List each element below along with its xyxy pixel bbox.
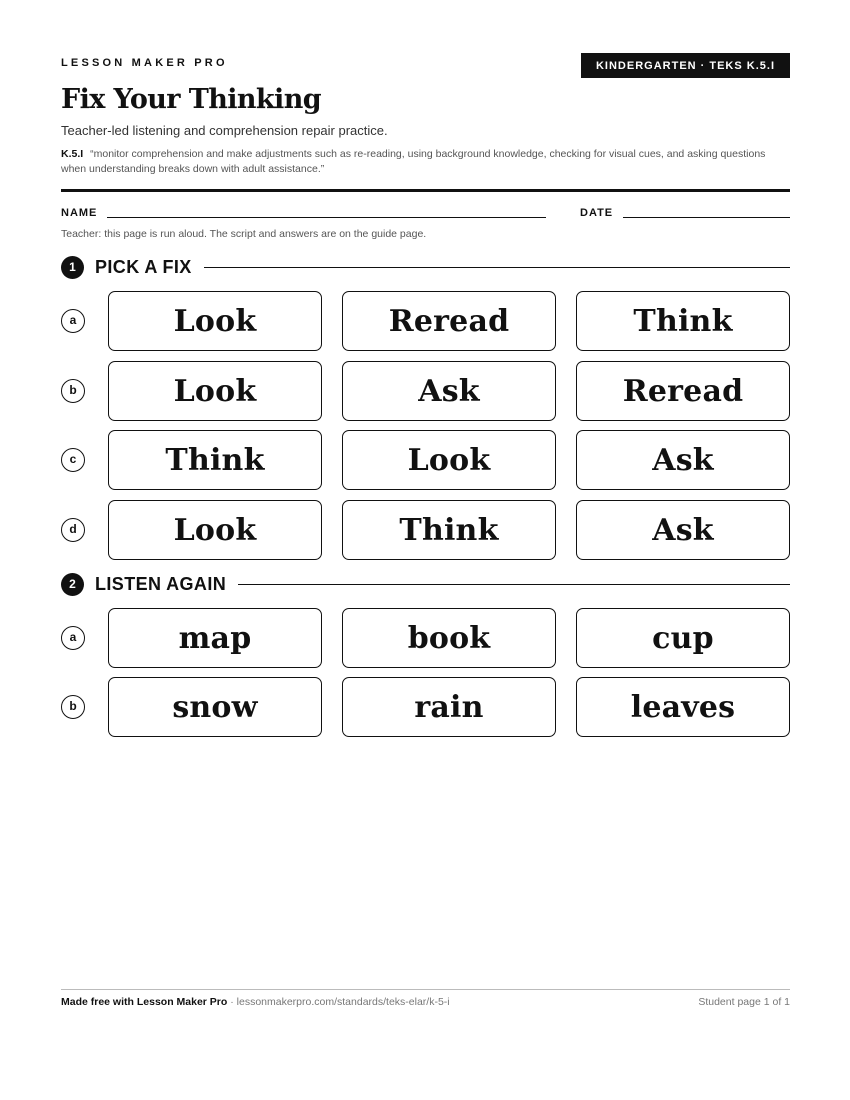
row-letter-badge: d (61, 518, 85, 542)
answer-card[interactable]: Look (342, 430, 556, 490)
answer-card[interactable]: Ask (342, 361, 556, 421)
answer-card[interactable]: Look (108, 291, 322, 351)
footer-credit (61, 996, 450, 1008)
answer-card[interactable]: Think (576, 291, 790, 351)
standard-text: “monitor comprehension and make adjustments such as re-reading, using background knowledge, checking for visual cues, and asking questions when understanding breaks down with adult assistance.” (61, 148, 766, 175)
page-subtitle: Teacher-led listening and comprehension repair practice. (61, 123, 388, 138)
section-number-badge: 2 (61, 573, 84, 596)
answer-card[interactable]: Think (342, 500, 556, 560)
answer-card[interactable]: Ask (576, 430, 790, 490)
date-label: DATE (580, 207, 614, 219)
section-pick-a-fix (61, 255, 790, 279)
question-row (61, 500, 790, 560)
answer-card[interactable]: rain (342, 677, 556, 737)
footer-url[interactable]: · lessonmakerpro.com/standards/teks-elar/k-5-i (227, 996, 450, 1008)
answer-card[interactable]: Think (108, 430, 322, 490)
answer-card[interactable]: Reread (576, 361, 790, 421)
date-field[interactable] (623, 217, 790, 218)
section-listen-again (61, 572, 790, 596)
grade-standard-badge: KINDERGARTEN · TEKS K.5.I (581, 53, 790, 78)
section-title: PICK A FIX (95, 256, 192, 277)
section-number-badge: 1 (61, 256, 84, 279)
row-letter-badge: c (61, 448, 85, 472)
brand-name: LESSON MAKER PRO (61, 57, 228, 69)
row-letter-badge: a (61, 626, 85, 650)
name-label: NAME (61, 207, 98, 219)
answer-card[interactable]: map (108, 608, 322, 668)
footer-made-with: Made free with Lesson Maker Pro (61, 996, 228, 1008)
standard-code: K.5.I (61, 148, 84, 160)
row-letter-badge: a (61, 309, 85, 333)
question-row (61, 361, 790, 421)
standard-description (61, 147, 790, 177)
question-row (61, 430, 790, 490)
section-divider (204, 267, 790, 268)
question-row (61, 608, 790, 668)
row-letter-badge: b (61, 379, 85, 403)
question-row (61, 291, 790, 351)
footer-divider (61, 989, 790, 990)
name-field[interactable] (107, 217, 546, 218)
question-row (61, 677, 790, 737)
answer-card[interactable]: Look (108, 500, 322, 560)
answer-card[interactable]: leaves (576, 677, 790, 737)
worksheet-page (61, 0, 790, 1100)
answer-card[interactable]: snow (108, 677, 322, 737)
answer-card[interactable]: Look (108, 361, 322, 421)
answer-card[interactable]: Reread (342, 291, 556, 351)
section-title: LISTEN AGAIN (95, 573, 227, 594)
footer-page-number: Student page 1 of 1 (698, 996, 790, 1008)
row-letter-badge: b (61, 695, 85, 719)
header-divider (61, 189, 790, 192)
page-title: Fix Your Thinking (61, 84, 321, 115)
teacher-note: Teacher: this page is run aloud. The script and answers are on the guide page. (61, 228, 427, 240)
section-divider (238, 584, 790, 585)
answer-card[interactable]: Ask (576, 500, 790, 560)
answer-card[interactable]: book (342, 608, 556, 668)
answer-card[interactable]: cup (576, 608, 790, 668)
